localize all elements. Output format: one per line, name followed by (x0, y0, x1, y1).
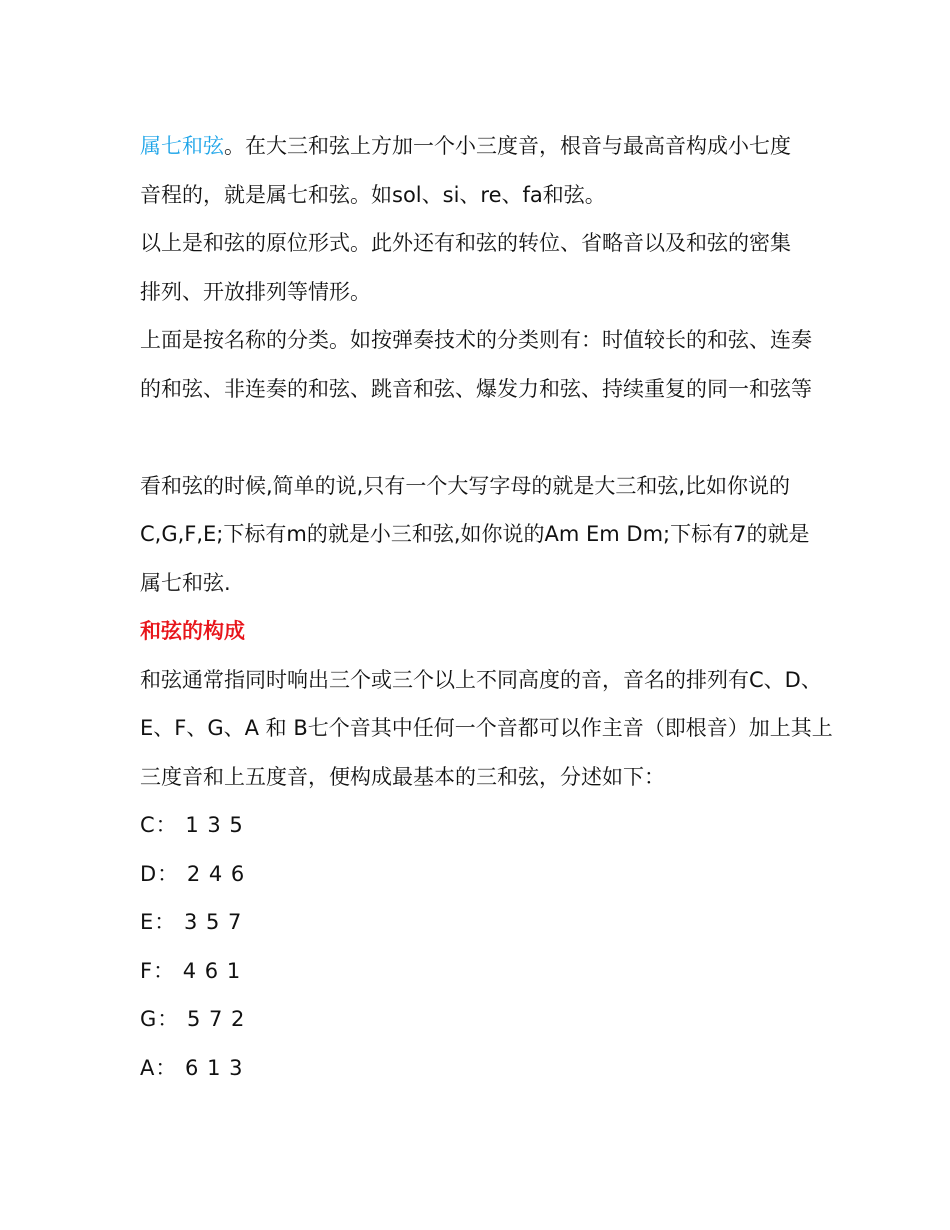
section-heading-chord-composition: 和弦的构成 (140, 619, 245, 643)
paragraph-composition-line-2: E、F、G、A 和 B七个音其中任何一个音都可以作主音（即根音）加上其上 (140, 716, 833, 740)
chord-e: E： 3 5 7 (140, 910, 243, 934)
paragraph-dominant-seventh-line-2: 音程的，就是属七和弦。如sol、si、re、fa和弦。 (140, 182, 606, 207)
paragraph-root-position-line-1: 以上是和弦的原位形式。此外还有和弦的转位、省略音以及和弦的密集 (140, 231, 791, 255)
chord-g: G： 5 7 2 (140, 1007, 246, 1031)
paragraph-composition-line-3: 三度音和上五度音，便构成最基本的三和弦，分述如下： (140, 764, 665, 789)
paragraph-classification-line-2: 的和弦、非连奏的和弦、跳音和弦、爆发力和弦、持续重复的同一和弦等 (140, 376, 812, 401)
paragraph-root-position-line-2: 排列、开放排列等情形。 (140, 279, 371, 304)
dominant-seventh-term: 属七和弦 (140, 134, 224, 158)
blank-spacer (140, 413, 830, 462)
chord-f: F： 4 6 1 (140, 958, 242, 983)
paragraph-dominant-seventh-line-1 (140, 122, 830, 171)
paragraph-reading-chords-line-2: C,G,F,E;下标有m的就是小三和弦,如你说的Am Em Dm;下标有7的就是 (140, 522, 810, 546)
paragraph-composition-line-1: 和弦通常指同时响出三个或三个以上不同高度的音，音名的排列有C、D、 (140, 667, 822, 692)
chord-c: C： 1 3 5 (140, 813, 244, 837)
document-page (140, 122, 833, 1092)
paragraph-classification-line-1: 上面是按名称的分类。如按弹奏技术的分类则有：时值较长的和弦、连奏 (140, 328, 812, 352)
chord-d: D： 2 4 6 (140, 861, 246, 886)
paragraph-reading-chords-line-1: 看和弦的时候,简单的说,只有一个大写字母的就是大三和弦,比如你说的 (140, 473, 791, 498)
dominant-seventh-text: 。在大三和弦上方加一个小三度音，根音与最高音构成小七度 (224, 134, 791, 158)
paragraph-reading-chords-line-3: 属七和弦. (140, 570, 231, 595)
chord-a: A： 6 1 3 (140, 1055, 244, 1080)
